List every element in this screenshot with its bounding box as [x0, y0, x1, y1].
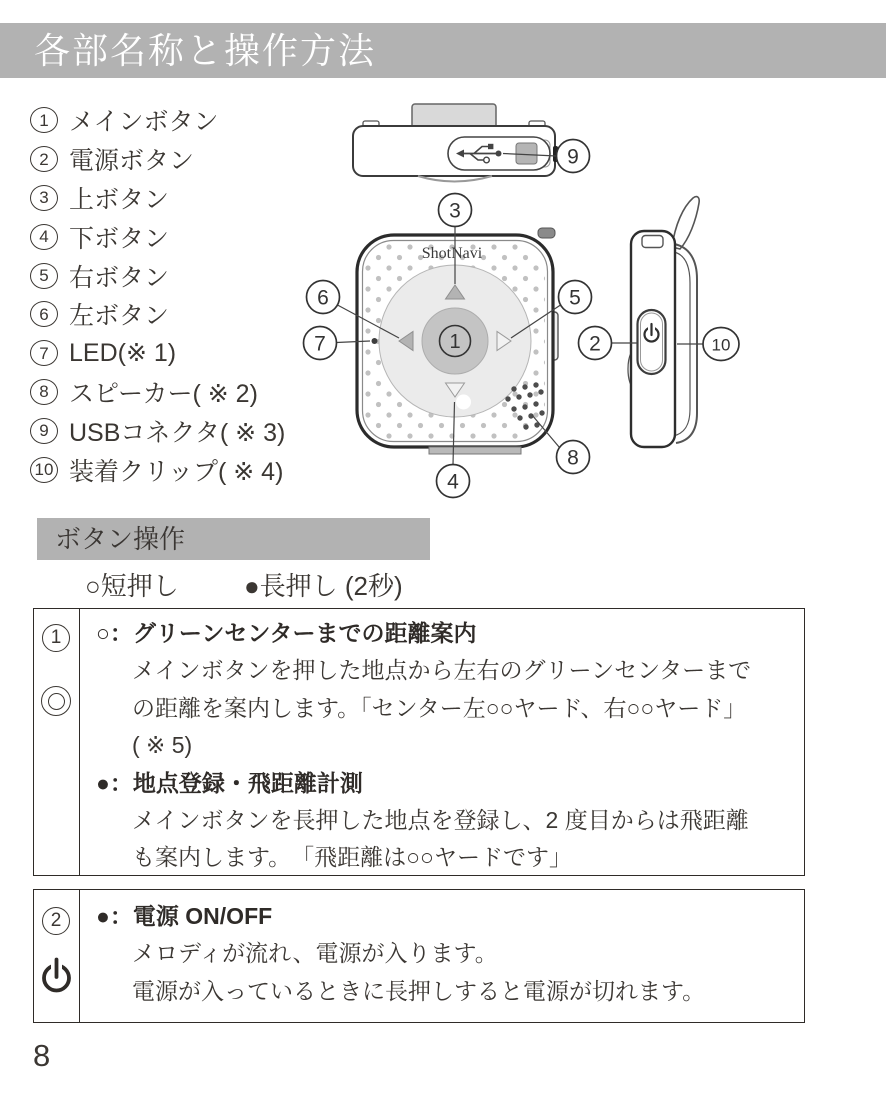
item-label: 左ボタン [69, 302, 170, 331]
item-number-badge: 3 [30, 185, 58, 211]
item-number-badge: 6 [30, 301, 58, 327]
svg-text:6: 6 [317, 286, 329, 310]
device-side-view [579, 197, 740, 447]
device-front-view [304, 194, 592, 498]
legend-short-press: ○短押し [85, 571, 179, 601]
brand-logo: ShotNavi [421, 245, 483, 262]
action-line: メインボタンを長押した地点を登録し、2 度目からは飛距離 [132, 807, 749, 834]
legend-long-press: ●長押し (2秒) [243, 571, 403, 601]
item-number-badge: 5 [30, 263, 58, 289]
highlight-dot [456, 395, 471, 410]
action-line: メインボタンを押した地点から左右のグリーンセンターまで [132, 657, 752, 684]
item-number-badge: 9 [30, 418, 58, 444]
page-title: 各部名称と操作方法 [34, 30, 377, 71]
action-heading: ○：グリーンセンターまでの距離案内 [96, 620, 477, 646]
svg-text:1: 1 [449, 331, 461, 353]
action-heading: ●：電源 ON/OFF [96, 903, 273, 929]
corner-nub [538, 228, 555, 238]
callout-4 [437, 465, 470, 498]
list-item [30, 334, 285, 373]
svg-text:10: 10 [711, 335, 731, 355]
clip-tab [412, 104, 496, 128]
list-item [30, 101, 285, 140]
svg-text:8: 8 [567, 446, 579, 470]
svg-text:9: 9 [567, 145, 579, 169]
list-item [30, 411, 285, 450]
list-item [30, 140, 285, 179]
usb-cover [516, 143, 537, 164]
device-top-view [353, 104, 590, 182]
callout-5 [559, 281, 592, 314]
action-line: の距離を案内します。「センター左○○ヤード、右○○ヤード」 [132, 694, 747, 721]
list-item [30, 217, 285, 256]
item-number-badge: 4 [30, 224, 58, 250]
action-line: も案内します。 「飛距離は○○ヤードです」 [132, 844, 572, 871]
svg-text:2: 2 [589, 332, 601, 356]
led-dot [372, 338, 378, 344]
item-number-badge: 2 [30, 146, 58, 172]
power-icon [38, 955, 75, 1000]
item-number-badge: 1 [30, 107, 58, 133]
list-item [30, 373, 285, 412]
table-body [80, 898, 802, 1010]
row-number-badge: 1 [42, 624, 70, 652]
item-number-badge: 8 [30, 379, 58, 405]
svg-text:4: 4 [447, 470, 459, 494]
list-item [30, 450, 285, 489]
bottom-tab [429, 447, 521, 454]
item-label: メインボタン [69, 108, 219, 137]
callout-7 [304, 327, 337, 360]
table-power-button [33, 889, 805, 1023]
svg-text:7: 7 [314, 332, 326, 356]
list-item [30, 295, 285, 334]
item-number-badge: 7 [30, 340, 58, 366]
item-label: 右ボタン [69, 263, 170, 292]
callout-3 [439, 194, 472, 227]
item-label: 電源ボタン [69, 147, 195, 176]
page-number: 8 [33, 1038, 51, 1073]
action-heading: ●：地点登録・飛距離計測 [96, 769, 363, 796]
item-label: USBコネクタ( ※ 3) [69, 418, 286, 447]
action-line: ( ※ 5) [132, 732, 193, 759]
callout-9 [557, 140, 590, 173]
callout-10 [703, 328, 739, 361]
svg-text:5: 5 [569, 286, 581, 310]
item-number-badge: 10 [30, 457, 58, 483]
section-title: ボタン操作 [55, 524, 186, 554]
table-body [80, 615, 802, 877]
item-label: スピーカー( ※ 2) [69, 379, 258, 408]
press-legend [85, 566, 403, 603]
top-notch [642, 236, 663, 248]
device-diagram [300, 95, 886, 515]
row-number-badge: 2 [42, 907, 70, 935]
svg-text:3: 3 [449, 199, 461, 223]
section-header-button-ops [37, 518, 430, 560]
double-circle-icon [41, 686, 71, 716]
clip-hook [672, 197, 699, 249]
table-main-button [33, 608, 805, 876]
table-left-column [34, 890, 80, 1022]
item-label: LED(※ 1) [69, 339, 177, 368]
parts-list [30, 101, 285, 489]
item-label: 上ボタン [69, 185, 170, 214]
action-line: メロディが流れ、電源が入ります。 [132, 940, 498, 967]
callout-6 [307, 281, 340, 314]
list-item [30, 256, 285, 295]
list-item [30, 179, 285, 218]
callout-8 [557, 441, 590, 474]
item-label: 装着クリップ( ※ 4) [69, 457, 284, 486]
table-left-column [34, 609, 80, 875]
action-line: 電源が入っているときに長押しすると電源が切れます。 [132, 977, 706, 1004]
title-bar [0, 23, 886, 78]
item-label: 下ボタン [69, 224, 170, 253]
callout-2 [579, 327, 612, 360]
